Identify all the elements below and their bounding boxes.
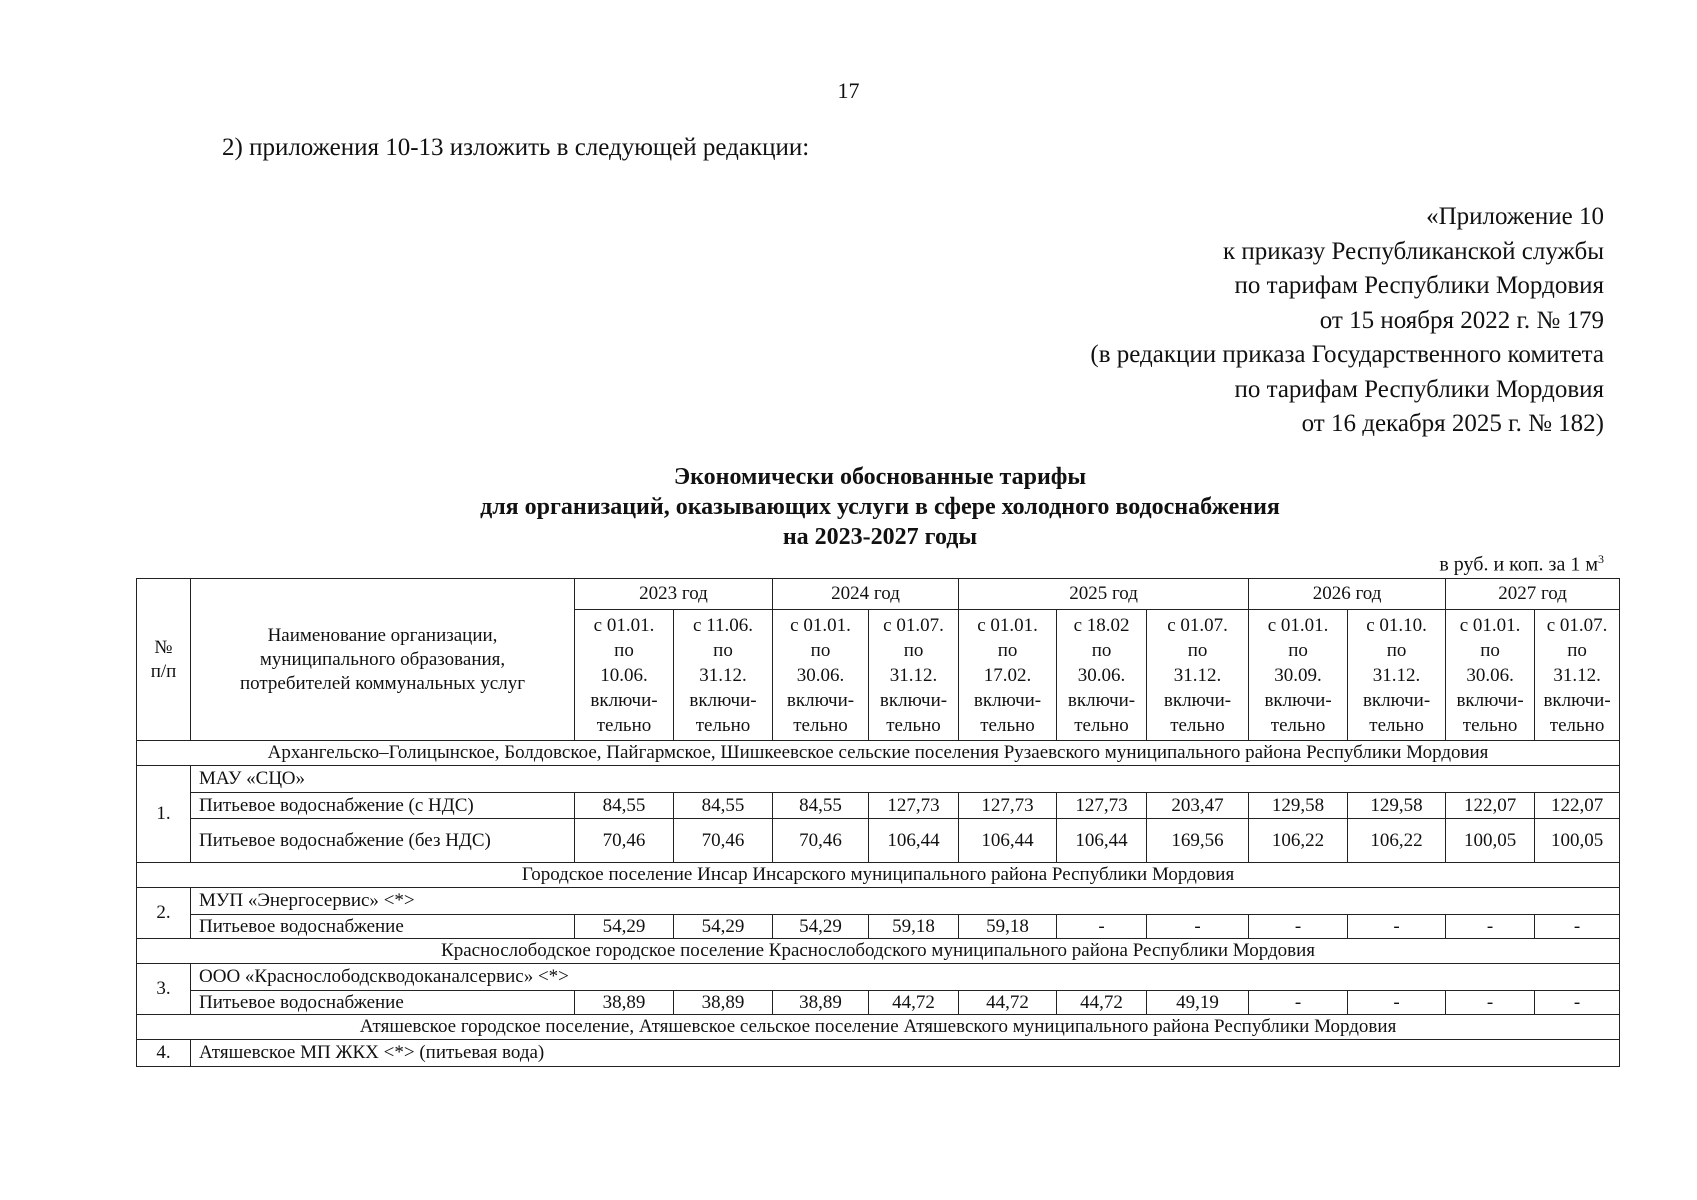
org-row bbox=[137, 964, 1620, 991]
service-name: Питьевое водоснабжение (с НДС) bbox=[191, 793, 575, 819]
header-period-line: 31.12. bbox=[1372, 664, 1421, 686]
header-period-line: с 18.02 bbox=[1073, 614, 1130, 636]
header-period bbox=[1147, 610, 1249, 741]
region-name: Городское поселение Инсар Инсарского муниципального района Республики Мордовия bbox=[137, 863, 1620, 888]
header-period-line: тельно bbox=[793, 714, 848, 736]
header-num-line: п/п bbox=[150, 660, 177, 682]
header-period-line: включи- bbox=[1163, 689, 1232, 711]
header-period-line: с 01.07. bbox=[1167, 614, 1228, 636]
header-period-line: включи- bbox=[1456, 689, 1524, 711]
tariff-value: 106,44 bbox=[959, 819, 1057, 863]
tariff-value: 106,22 bbox=[1348, 819, 1446, 863]
tariff-value: 59,18 bbox=[959, 915, 1057, 939]
header-name-line: потребителей коммунальных услуг bbox=[239, 672, 526, 694]
tariff-value: 106,44 bbox=[869, 819, 959, 863]
organization-title: ООО «Краснослободскводоканалсервис» bbox=[199, 966, 534, 987]
tariff-value: 84,55 bbox=[575, 793, 674, 819]
header-period-line: включи- bbox=[786, 689, 855, 711]
header-period-line: тельно bbox=[1074, 714, 1129, 736]
organization-name bbox=[191, 888, 1620, 915]
tariff-value: 44,72 bbox=[959, 991, 1057, 1015]
header-period-line: с 11.06. bbox=[693, 614, 753, 636]
header-period-line: включи- bbox=[879, 689, 948, 711]
table-body bbox=[137, 741, 1620, 1067]
appendix-ref-line: от 15 ноября 2022 г. № 179 bbox=[1319, 306, 1604, 334]
tariff-value: - bbox=[1446, 991, 1535, 1015]
tariff-value: 100,05 bbox=[1446, 819, 1535, 863]
tariff-value: 169,56 bbox=[1147, 819, 1249, 863]
row-number: 2. bbox=[137, 888, 191, 939]
tariff-value: 70,46 bbox=[674, 819, 773, 863]
header-period-line: по bbox=[1386, 639, 1407, 661]
header-period-line: тельно bbox=[1170, 714, 1225, 736]
header-name-line: муниципального образования, bbox=[259, 648, 506, 670]
header-period-line: по bbox=[1480, 639, 1500, 661]
organization-name bbox=[191, 766, 1620, 793]
organization-note: <*> bbox=[378, 890, 415, 911]
header-period bbox=[869, 610, 959, 741]
region-name: Краснослободское городское поселение Краснослободского муниципального района Республики Мордовия bbox=[137, 939, 1620, 964]
row-number: 3. bbox=[137, 964, 191, 1015]
header-period-line: включи- bbox=[1264, 689, 1332, 711]
header-period-line: с 01.01. bbox=[1459, 614, 1521, 636]
region-row bbox=[137, 741, 1620, 766]
organization-name bbox=[191, 964, 1620, 991]
header-period-line: 30.09. bbox=[1274, 664, 1322, 686]
header-row-years bbox=[137, 579, 1620, 610]
header-num-line: № bbox=[154, 636, 173, 658]
header-period-line: тельно bbox=[1462, 714, 1518, 736]
header-period-line: с 01.01. bbox=[593, 614, 655, 636]
tariff-value: - bbox=[1249, 991, 1348, 1015]
title-line: на 2023-2027 годы bbox=[782, 524, 978, 550]
header-period-line: с 01.01. bbox=[1267, 614, 1329, 636]
header-name bbox=[191, 579, 575, 741]
tariff-value: 70,46 bbox=[773, 819, 869, 863]
region-row bbox=[137, 939, 1620, 964]
appendix-ref-line: (в редакции приказа Государственного комитета bbox=[1090, 341, 1604, 368]
service-name: Питьевое водоснабжение (без НДС) bbox=[191, 819, 575, 863]
intro-text: 2) приложения 10-13 изложить в следующей редакции: bbox=[222, 134, 810, 161]
header-period bbox=[959, 610, 1057, 741]
tariff-value: 127,73 bbox=[869, 793, 959, 819]
header-period-line: с 01.01. bbox=[977, 614, 1038, 636]
header-period-line: по bbox=[903, 639, 924, 661]
organization-title: МАУ «СЦО» bbox=[199, 768, 306, 789]
header-period bbox=[1249, 610, 1348, 741]
tariff-value: 122,07 bbox=[1535, 793, 1620, 819]
units-sup: 3 bbox=[1598, 552, 1604, 566]
header-period-line: включи- bbox=[1362, 689, 1431, 711]
header-period-line: включи- bbox=[590, 689, 658, 711]
header-period-line: по bbox=[997, 639, 1018, 661]
header-period-line: 31.12. bbox=[1173, 664, 1222, 686]
title-line: для организаций, оказывающих услуги в сфере холодного водоснабжения bbox=[480, 494, 1280, 520]
header-period-line: по bbox=[713, 639, 733, 661]
tariff-value: - bbox=[1147, 915, 1249, 939]
header-period-line: тельно bbox=[1369, 714, 1424, 736]
tariff-table bbox=[136, 578, 1620, 1067]
header-period bbox=[1446, 610, 1535, 741]
header-period-line: 31.12. bbox=[699, 664, 747, 686]
tariff-value: - bbox=[1348, 991, 1446, 1015]
header-period-line: по bbox=[614, 639, 634, 661]
page-number: 17 bbox=[837, 78, 860, 103]
tariff-value: 54,29 bbox=[575, 915, 674, 939]
tariff-value: 84,55 bbox=[773, 793, 869, 819]
header-period-line: с 01.07. bbox=[1546, 614, 1608, 636]
tariff-value: 129,58 bbox=[1348, 793, 1446, 819]
table-row bbox=[137, 991, 1620, 1015]
tariff-value: - bbox=[1249, 915, 1348, 939]
header-period-line: с 01.01. bbox=[790, 614, 851, 636]
header-period bbox=[773, 610, 869, 741]
tariff-value: - bbox=[1535, 991, 1620, 1015]
header-period bbox=[1057, 610, 1147, 741]
header-period-line: 30.06. bbox=[796, 664, 845, 686]
header-period-line: с 01.10. bbox=[1366, 614, 1427, 636]
service-name: Питьевое водоснабжение bbox=[191, 991, 575, 1015]
organization-note: <*> bbox=[533, 966, 569, 987]
title-line: Экономически обоснованные тарифы bbox=[673, 464, 1087, 490]
header-period bbox=[674, 610, 773, 741]
region-name: Архангельско–Голицынское, Болдовское, Пайгармское, Шишкеевское сельские поселения Рузаевского муниципального района Республики Мордовия bbox=[137, 741, 1620, 766]
header-period-line: тельно bbox=[1270, 714, 1326, 736]
tariff-value: 106,44 bbox=[1057, 819, 1147, 863]
org-row bbox=[137, 888, 1620, 915]
tariff-value: - bbox=[1535, 915, 1620, 939]
header-period-line: 17.02. bbox=[983, 664, 1032, 686]
tariff-value: 127,73 bbox=[1057, 793, 1147, 819]
organization-note: <*> (питьевая вода) bbox=[378, 1042, 545, 1063]
header-period-line: по bbox=[1091, 639, 1112, 661]
header-period-line: тельно bbox=[695, 714, 751, 736]
tariff-value: 54,29 bbox=[773, 915, 869, 939]
header-period-line: тельно bbox=[596, 714, 652, 736]
header-period-line: с 01.07. bbox=[883, 614, 944, 636]
header-period-line: включи- bbox=[973, 689, 1042, 711]
header-period bbox=[1535, 610, 1620, 741]
header-period-line: тельно bbox=[980, 714, 1035, 736]
tariff-value: 203,47 bbox=[1147, 793, 1249, 819]
tariff-value: 38,89 bbox=[773, 991, 869, 1015]
header-period-line: включи- bbox=[689, 689, 757, 711]
header-period-line: тельно bbox=[886, 714, 941, 736]
header-year: 2024 год bbox=[773, 579, 959, 610]
region-row bbox=[137, 1015, 1620, 1040]
tariff-value: 100,05 bbox=[1535, 819, 1620, 863]
row-number: 1. bbox=[137, 766, 191, 863]
header-year: 2023 год bbox=[575, 579, 773, 610]
header-period-line: по bbox=[1288, 639, 1308, 661]
tariff-value: 70,46 bbox=[575, 819, 674, 863]
header-period-line: 30.06. bbox=[1077, 664, 1126, 686]
tariff-value: 129,58 bbox=[1249, 793, 1348, 819]
region-name: Атяшевское городское поселение, Атяшевское сельское поселение Атяшевского муниципального района Республики Мордовия bbox=[137, 1015, 1620, 1040]
tariff-value: 59,18 bbox=[869, 915, 959, 939]
header-period-line: по bbox=[1187, 639, 1208, 661]
appendix-ref-line: по тарифам Республики Мордовия bbox=[1234, 272, 1604, 299]
table-row bbox=[137, 915, 1620, 939]
header-period-line: тельно bbox=[1549, 714, 1605, 736]
service-name: Питьевое водоснабжение bbox=[191, 915, 575, 939]
region-row bbox=[137, 863, 1620, 888]
tariff-value: 44,72 bbox=[1057, 991, 1147, 1015]
organization-title: МУП «Энергосервис» bbox=[199, 890, 379, 911]
table-header bbox=[137, 579, 1620, 741]
row-number: 4. bbox=[137, 1040, 191, 1067]
header-period-line: 30.06. bbox=[1466, 664, 1514, 686]
header-period-line: по bbox=[1567, 639, 1587, 661]
document-title bbox=[0, 462, 1697, 552]
tariff-value: - bbox=[1446, 915, 1535, 939]
header-period-line: включи- bbox=[1067, 689, 1136, 711]
header-period-line: 31.12. bbox=[1553, 664, 1601, 686]
tariff-value: - bbox=[1348, 915, 1446, 939]
appendix-ref-line: «Приложение 10 bbox=[1426, 203, 1604, 230]
tariff-value: 127,73 bbox=[959, 793, 1057, 819]
header-period-line: включи- bbox=[1543, 689, 1611, 711]
org-row bbox=[137, 1040, 1620, 1067]
appendix-ref-line: от 16 декабря 2025 г. № 182) bbox=[1301, 410, 1604, 437]
tariff-value: - bbox=[1057, 915, 1147, 939]
tariff-value: 49,19 bbox=[1147, 991, 1249, 1015]
header-period-line: по bbox=[810, 639, 831, 661]
organization-title: Атяшевское МП ЖКХ bbox=[199, 1042, 379, 1063]
appendix-ref-line: к приказу Республиканской службы bbox=[1222, 237, 1604, 265]
tariff-value: 106,22 bbox=[1249, 819, 1348, 863]
header-name-line: Наименование организации, bbox=[267, 624, 498, 646]
tariff-value: 54,29 bbox=[674, 915, 773, 939]
table-row bbox=[137, 819, 1620, 863]
tariff-value: 84,55 bbox=[674, 793, 773, 819]
units-text: в руб. и коп. за 1 м bbox=[1439, 553, 1598, 576]
tariff-value: 122,07 bbox=[1446, 793, 1535, 819]
table-row bbox=[137, 793, 1620, 819]
header-year: 2027 год bbox=[1446, 579, 1620, 610]
header-year: 2025 год bbox=[959, 579, 1249, 610]
appendix-reference bbox=[1090, 200, 1604, 442]
header-period-line: 10.06. bbox=[600, 664, 648, 686]
tariff-value: 38,89 bbox=[575, 991, 674, 1015]
organization-name bbox=[191, 1040, 1620, 1067]
header-period-line: 31.12. bbox=[889, 664, 938, 686]
header-period bbox=[575, 610, 674, 741]
header-num bbox=[137, 579, 191, 741]
header-period bbox=[1348, 610, 1446, 741]
tariff-value: 44,72 bbox=[869, 991, 959, 1015]
org-row bbox=[137, 766, 1620, 793]
tariff-value: 38,89 bbox=[674, 991, 773, 1015]
header-year: 2026 год bbox=[1249, 579, 1446, 610]
units-note bbox=[1439, 552, 1604, 577]
appendix-ref-line: по тарифам Республики Мордовия bbox=[1234, 375, 1604, 403]
